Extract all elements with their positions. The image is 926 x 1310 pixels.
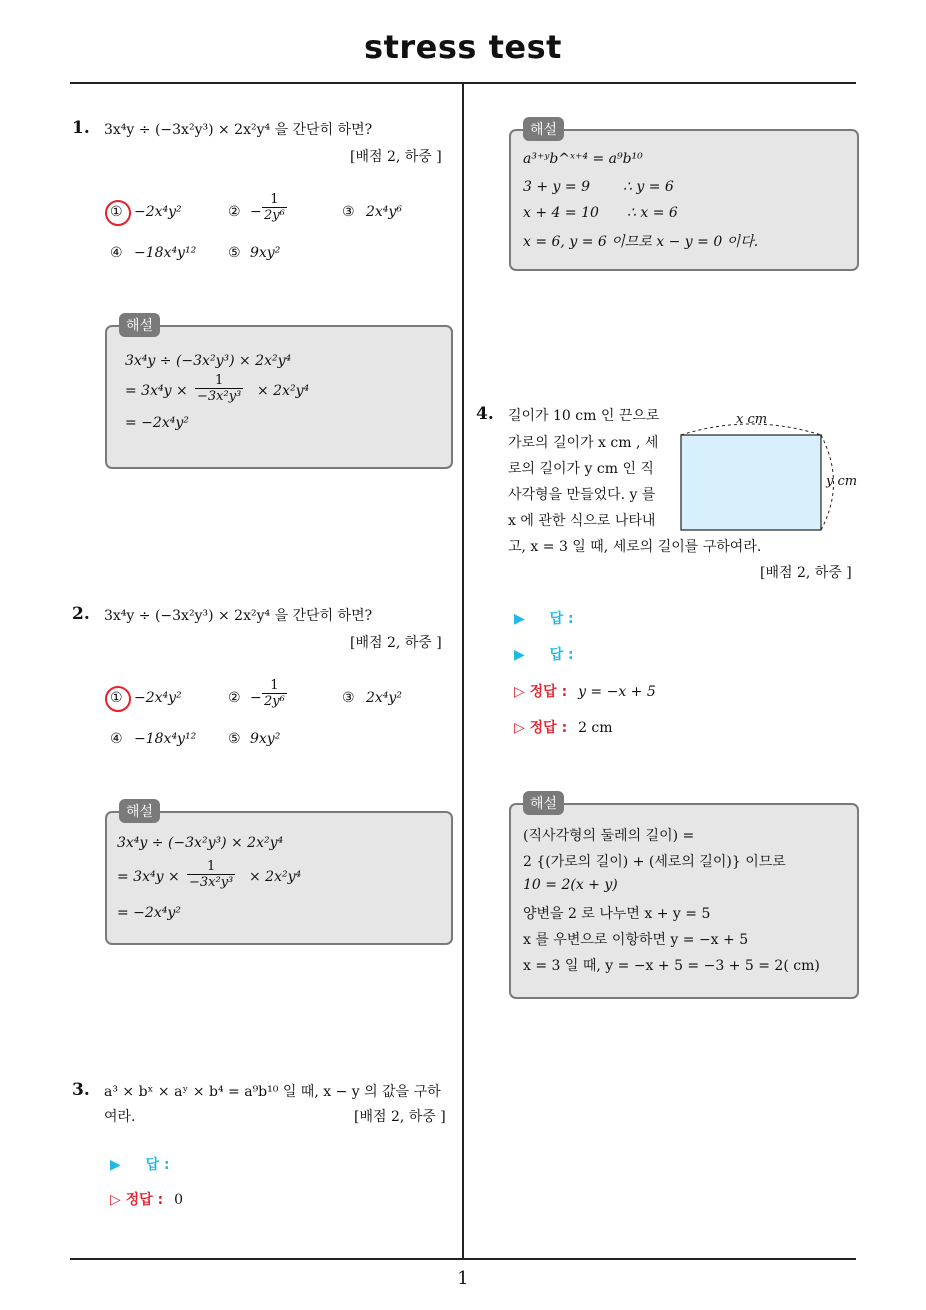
q1-choice-2-num[interactable]: ② — [228, 204, 241, 220]
q4-answer-label-2: 답 : — [549, 647, 574, 663]
outline-arrow-icon: ▷ — [110, 1192, 121, 1208]
q4-rectangle-figure — [676, 408, 866, 538]
q4-sol-line-3: 10 = 2(x + y) — [523, 877, 618, 893]
q1-choice-5-num[interactable]: ⑤ — [228, 245, 241, 261]
q4-sol-line-5: x 를 우변으로 이항하면 y = −x + 5 — [523, 932, 749, 948]
q3-correct-value: 0 — [174, 1192, 183, 1208]
q2-choice-2-fraction[interactable] — [262, 678, 287, 709]
q2-choice-3[interactable]: 2x⁴y² — [366, 690, 402, 706]
q2-sol-line-1: 3x⁴y ÷ (−3x²y³) × 2x²y⁴ — [117, 835, 284, 851]
q3-answer-row[interactable] — [110, 1154, 170, 1174]
q3-sol-line-3: x + 4 = 10 — [523, 205, 599, 221]
q2-choice-5-num[interactable]: ⑤ — [228, 731, 241, 747]
play-arrow-icon: ▶ — [110, 1157, 121, 1173]
q4-correct-value-2: 2 cm — [578, 720, 613, 736]
q4-stem-line-4: 사각형을 만들었다. y 를 — [508, 487, 656, 503]
q3-answer-label: 답 : — [145, 1157, 170, 1173]
q2-choice-1[interactable]: −2x⁴y² — [134, 690, 182, 706]
q3-solution-tag: 해설 — [523, 117, 564, 141]
q2-sol-frac-denom: −3x²y³ — [189, 875, 234, 890]
q2-stem: 3x⁴y ÷ (−3x²y³) × 2x²y⁴ 을 간단히 하면? — [104, 608, 373, 624]
q2-choice-1-num[interactable]: ① — [110, 690, 123, 706]
q2-sol-frac-numer: 1 — [187, 859, 235, 875]
q1-solution-box — [105, 318, 453, 469]
q4-solution-tag: 해설 — [523, 791, 564, 815]
q3-stem-line-2: 여라. — [104, 1109, 136, 1125]
q4-answer-label-1: 답 : — [549, 611, 574, 627]
q4-stem-line-3: 로의 길이가 y cm 인 직 — [508, 461, 654, 477]
q2-choice-2-num[interactable]: ② — [228, 690, 241, 706]
play-arrow-icon: ▶ — [514, 647, 525, 663]
q4-score: [배점 2, 하중 ] — [760, 565, 852, 581]
q4-stem-line-6: 고, x = 3 일 때, 세로의 길이를 구하여라. — [508, 539, 762, 555]
q1-solution-tag: 해설 — [119, 313, 160, 337]
q1-choice-4-num[interactable]: ④ — [110, 245, 123, 261]
q1-sol-line-2b: × 2x²y⁴ — [257, 383, 310, 399]
q4-answer-row-1[interactable] — [514, 608, 574, 628]
q4-correct-row-1 — [514, 681, 656, 701]
q1-choice-4[interactable]: −18x⁴y¹² — [134, 245, 197, 261]
q2-solution-box — [105, 804, 453, 945]
q1-sol-line-1: 3x⁴y ÷ (−3x²y³) × 2x²y⁴ — [125, 353, 292, 369]
q1-choice-2-denom: 2y⁶ — [264, 208, 285, 223]
q1-number: 1. — [72, 118, 90, 138]
q1-choice-2-numer: 1 — [262, 192, 287, 208]
q3-sol-line-3b: ∴ x = 6 — [627, 205, 678, 221]
q4-stem-line-1: 길이가 10 cm 인 끈으로 — [508, 408, 660, 424]
q2-solution-tag: 해설 — [119, 799, 160, 823]
q2-number: 2. — [72, 604, 90, 624]
q4-figure-x-label: x cm — [736, 412, 768, 427]
q4-sol-line-6: x = 3 일 때, y = −x + 5 = −3 + 5 = 2( cm) — [523, 958, 820, 974]
q1-choice-1[interactable]: −2x⁴y² — [134, 204, 182, 220]
q3-stem-line-1: a³ × bˣ × aʸ × b⁴ = a⁹b¹⁰ 일 때, x − y 의 값을 구하 — [104, 1084, 441, 1100]
q3-sol-line-2b: ∴ y = 6 — [623, 179, 674, 195]
q2-sol-line-2a: = 3x⁴y × — [117, 869, 180, 885]
q2-score: [배점 2, 하중 ] — [350, 635, 442, 651]
page-title: stress test — [364, 28, 562, 66]
q1-choice-3-num[interactable]: ③ — [342, 204, 355, 220]
q4-correct-label-2: 정답 : — [529, 720, 568, 736]
q3-sol-line-2: 3 + y = 9 — [523, 179, 590, 195]
q3-score: [배점 2, 하중 ] — [354, 1109, 446, 1125]
play-arrow-icon: ▶ — [514, 611, 525, 627]
q4-stem-line-5: x 에 관한 식으로 나타내 — [508, 513, 656, 529]
q2-choice-5[interactable]: 9xy² — [250, 731, 281, 747]
q1-choice-1-num[interactable]: ① — [110, 204, 123, 220]
q4-figure-y-label: y cm — [826, 474, 858, 489]
q1-sol-frac-denom: −3x²y³ — [197, 389, 242, 404]
footer-rule — [70, 1258, 856, 1260]
q4-correct-value-1: y = −x + 5 — [578, 684, 656, 700]
q1-stem: 3x⁴y ÷ (−3x²y³) × 2x²y⁴ 을 간단히 하면? — [104, 122, 373, 138]
q3-solution-box — [509, 122, 859, 271]
q3-sol-line-1: a³⁺ʸb^ˣ⁺⁴ = a⁹b¹⁰ — [523, 151, 643, 167]
q2-choice-2-denom: 2y⁶ — [264, 694, 285, 709]
q3-correct-row — [110, 1189, 183, 1209]
outline-arrow-icon: ▷ — [514, 720, 525, 736]
q2-sol-fraction — [187, 859, 235, 890]
outline-arrow-icon: ▷ — [514, 684, 525, 700]
q3-number: 3. — [72, 1080, 90, 1100]
q2-choice-4[interactable]: −18x⁴y¹² — [134, 731, 197, 747]
q1-sol-line-3: = −2x⁴y² — [125, 415, 189, 431]
q4-sol-line-2: 2 {(가로의 길이) + (세로의 길이)} 이므로 — [523, 854, 786, 870]
q4-sol-line-1: (직사각형의 둘레의 길이) = — [523, 828, 695, 844]
q1-sol-frac-numer: 1 — [195, 373, 243, 389]
q1-choice-5[interactable]: 9xy² — [250, 245, 281, 261]
q3-correct-label: 정답 : — [125, 1192, 164, 1208]
page-number: 1 — [457, 1268, 469, 1289]
q3-sol-line-4: x = 6, y = 6 이므로 x − y = 0 이다. — [523, 234, 759, 250]
q2-choice-3-num[interactable]: ③ — [342, 690, 355, 706]
q1-sol-fraction — [195, 373, 243, 404]
q2-sol-line-2b: × 2x²y⁴ — [249, 869, 302, 885]
q2-choice-4-num[interactable]: ④ — [110, 731, 123, 747]
q4-number: 4. — [476, 404, 494, 424]
q1-score: [배점 2, 하중 ] — [350, 149, 442, 165]
q4-answer-row-2[interactable] — [514, 644, 574, 664]
q1-choice-2-sign: − — [250, 204, 262, 220]
q4-sol-line-4: 양변을 2 로 나누면 x + y = 5 — [523, 906, 711, 922]
q1-choice-3[interactable]: 2x⁴y⁶ — [366, 204, 402, 220]
rectangle-shape — [681, 435, 821, 530]
q2-choice-2-sign: − — [250, 690, 262, 706]
q4-solution-box — [509, 796, 859, 999]
q1-sol-line-2a: = 3x⁴y × — [125, 383, 188, 399]
q1-choice-2-fraction[interactable] — [262, 192, 287, 223]
q4-stem-line-2: 가로의 길이가 x cm , 세 — [508, 435, 659, 451]
column-divider — [462, 82, 464, 1260]
q2-choice-2-numer: 1 — [262, 678, 287, 694]
q2-sol-line-3: = −2x⁴y² — [117, 905, 181, 921]
q4-correct-row-2 — [514, 717, 613, 737]
q4-correct-label-1: 정답 : — [529, 684, 568, 700]
